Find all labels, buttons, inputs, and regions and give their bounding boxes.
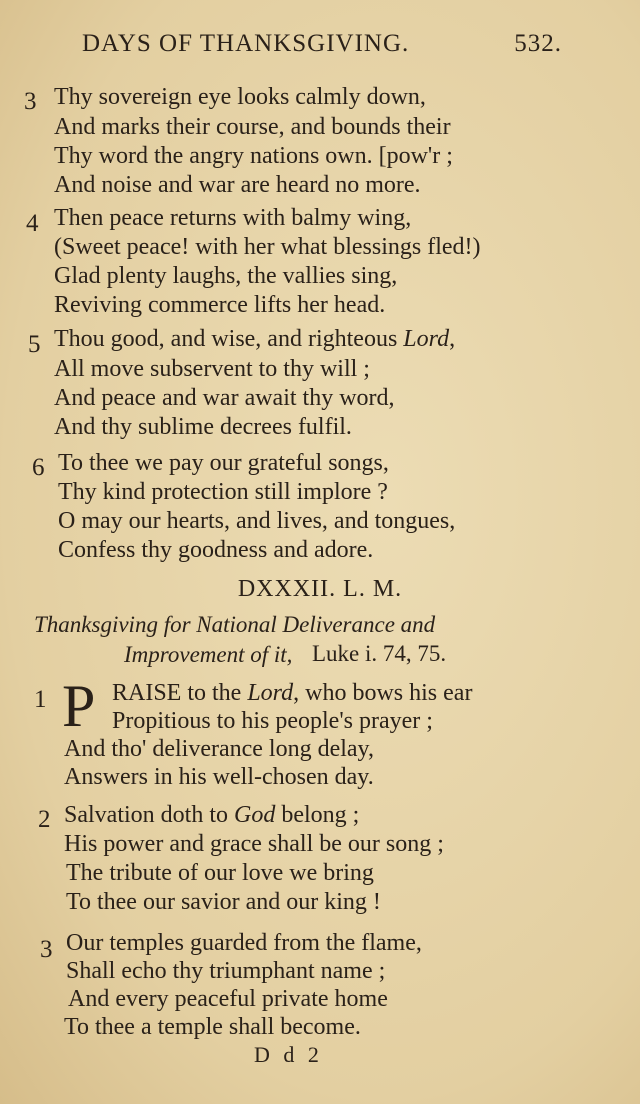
verse-line: Our temples guarded from the flame, <box>66 930 422 956</box>
stanza-number: 5 <box>28 331 41 358</box>
verse-line: And noise and war are heard no more. <box>54 172 421 198</box>
verse-line: Propitious to his people's prayer ; <box>112 708 433 734</box>
hymn-subtitle: Thanksgiving for National Deliverance and <box>34 612 436 637</box>
verse-line: And every peaceful private home <box>68 986 388 1012</box>
scripture-reference: Luke i. 74, 75. <box>312 641 447 666</box>
drop-cap: P <box>62 673 96 739</box>
verse-line: To thee our savior and our king ! <box>66 889 381 915</box>
verse-line: And peace and war await thy word, <box>54 385 395 411</box>
verse-line: Answers in his well-chosen day. <box>64 764 374 790</box>
stanza-number: 4 <box>26 210 39 237</box>
verse-line: Glad plenty laughs, the vallies sing, <box>54 263 398 289</box>
signature-mark: D d 2 <box>254 1042 323 1067</box>
hymn-subtitle: Improvement of it, <box>124 642 293 667</box>
verse-line: Thy sovereign eye looks calmly down, <box>54 84 426 110</box>
verse-line: Then peace returns with balmy wing, <box>54 205 412 231</box>
running-title: DAYS OF THANKSGIVING. <box>82 30 410 57</box>
verse-line: RAISE to the Lord, who bows his ear <box>112 680 473 706</box>
verse-line: All move subservent to thy will ; <box>54 356 370 382</box>
verse-line: Shall echo thy triumphant name ; <box>66 958 386 984</box>
verse-line: To thee we pay our grateful songs, <box>58 450 389 476</box>
stanza-number: 6 <box>32 454 45 481</box>
verse-line: Thy word the angry nations own. [pow'r ; <box>54 143 453 169</box>
verse-line: To thee a temple shall become. <box>64 1014 361 1040</box>
verse-line: And tho' deliverance long delay, <box>64 736 374 762</box>
stanza-number: 1 <box>34 686 47 713</box>
verse-line: Confess thy goodness and adore. <box>58 537 374 563</box>
verse-line: And thy sublime decrees fulfil. <box>54 414 352 440</box>
verse-line: O may our hearts, and lives, and tongues, <box>58 508 456 534</box>
verse-line: Reviving commerce lifts her head. <box>54 292 386 318</box>
stanza-number: 3 <box>40 936 53 963</box>
verse-line: Thy kind protection still implore ? <box>58 479 388 505</box>
stanza-number: 3 <box>24 88 37 115</box>
verse-line: And marks their course, and bounds their <box>54 114 451 140</box>
running-header <box>82 30 562 62</box>
verse-line: Thou good, and wise, and righteous Lord, <box>54 326 456 352</box>
stanza-number: 2 <box>38 806 51 833</box>
verse-line: His power and grace shall be our song ; <box>64 831 444 857</box>
verse-line: The tribute of our love we bring <box>66 860 374 886</box>
page-number: 532. <box>514 30 562 57</box>
hymn-heading: DXXXII. L. M. <box>237 576 403 602</box>
verse-line: (Sweet peace! with her what blessings fled!) <box>54 234 481 260</box>
verse-line: Salvation doth to God belong ; <box>64 802 360 828</box>
